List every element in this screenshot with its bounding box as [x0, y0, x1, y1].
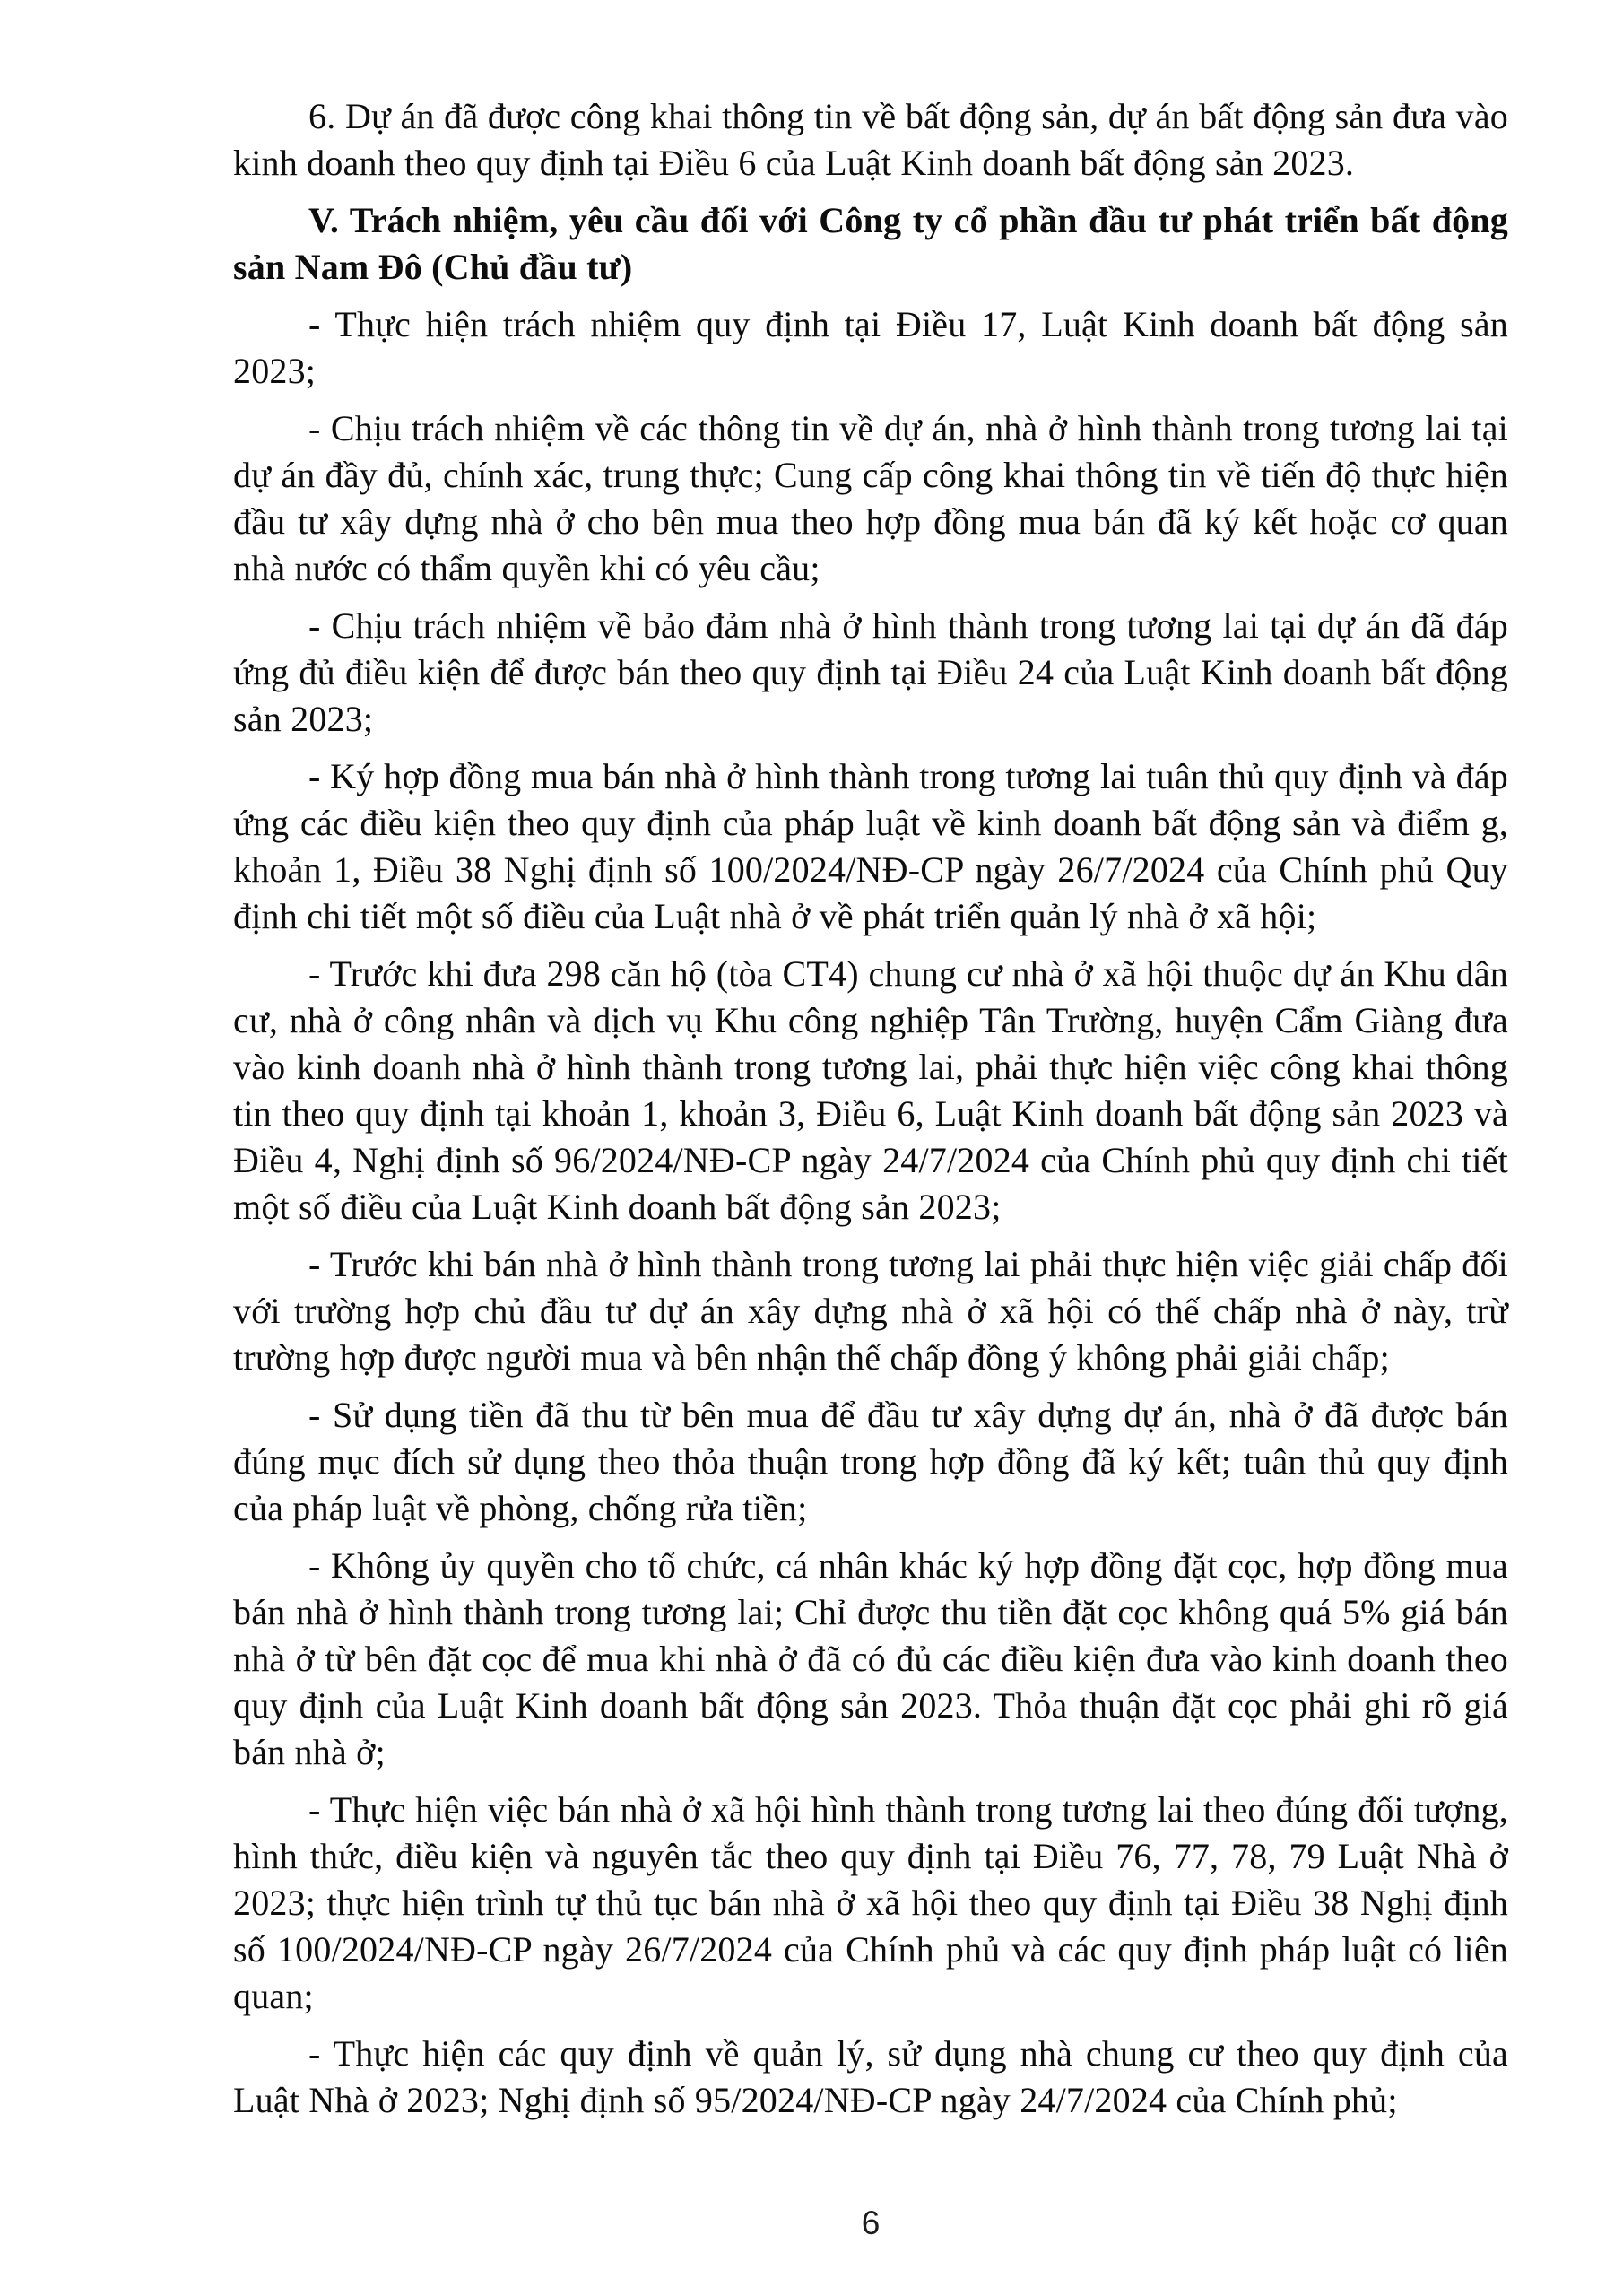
paragraph-ct4-apartments-disclosure: - Trước khi đưa 298 căn hộ (tòa CT4) chung cư nhà ở xã hội thuộc dự án Khu dân cư, nhà ở công nhân và dịch vụ Khu công nghiệp Tân Trường, huyện Cẩm Giàng đưa vào kinh doanh nhà ở hình thành trong tương lai, phải thực hiện việc công khai thông tin theo quy định tại khoản 1, khoản 3, Điều 6, Luật Kinh doanh bất động sản 2023 và Điều 4, Nghị định số 96/2024/NĐ-CP ngày 24/7/2024 của Chính phủ quy định chi tiết một số điều của Luật Kinh doanh bất động sản 2023; — [233, 953, 1508, 1227]
section-heading-responsibilities: V. Trách nhiệm, yêu cầu đối với Công ty cổ phần đầu tư phát triển bất động sản Nam Đô (Chủ đầu tư) — [233, 200, 1508, 287]
paragraph-article-24-guarantee: - Chịu trách nhiệm về bảo đảm nhà ở hình thành trong tương lai tại dự án đã đáp ứng đủ điều kiện để được bán theo quy định tại Điều 24 của Luật Kinh doanh bất động sản 2023; — [233, 605, 1508, 739]
paragraph-social-housing-sale-procedure: - Thực hiện việc bán nhà ở xã hội hình thành trong tương lai theo đúng đối tượng, hình thức, điều kiện và nguyên tắc theo quy định tại Điều 76, 77, 78, 79 Luật Nhà ở 2023; thực hiện trình tự thủ tục bán nhà ở xã hội theo quy định tại Điều 38 Nghị định số 100/2024/NĐ-CP ngày 26/7/2024 của Chính phủ và các quy định pháp luật có liên quan; — [233, 1789, 1508, 2016]
paragraph-project-disclosure: 6. Dự án đã được công khai thông tin về bất động sản, dự án bất động sản đưa vào kinh doanh theo quy định tại Điều 6 của Luật Kinh doanh bất động sản 2023. — [233, 96, 1508, 183]
paragraph-contract-conditions: - Ký hợp đồng mua bán nhà ở hình thành trong tương lai tuân thủ quy định và đáp ứng các điều kiện theo quy định của pháp luật về kinh doanh bất động sản và điểm g, khoản 1, Điều 38 Nghị định số 100/2024/NĐ-CP ngày 26/7/2024 của Chính phủ Quy định chi tiết một số điều của Luật nhà ở về phát triển quản lý nhà ở xã hội; — [233, 756, 1508, 936]
paragraph-mortgage-release: - Trước khi bán nhà ở hình thành trong tương lai phải thực hiện việc giải chấp đối với trường hợp chủ đầu tư dự án xây dựng nhà ở xã hội có thế chấp nhà ở này, trừ trường hợp được người mua và bên nhận thế chấp đồng ý không phải giải chấp; — [233, 1244, 1508, 1378]
page-footer — [233, 2205, 1508, 2242]
paragraph-article-17: - Thực hiện trách nhiệm quy định tại Điều 17, Luật Kinh doanh bất động sản 2023; — [233, 304, 1508, 391]
paragraph-apartment-management: - Thực hiện các quy định về quản lý, sử dụng nhà chung cư theo quy định của Luật Nhà ở 2023; Nghị định số 95/2024/NĐ-CP ngày 24/7/2024 của Chính phủ; — [233, 2033, 1508, 2120]
paragraph-information-accuracy: - Chịu trách nhiệm về các thông tin về dự án, nhà ở hình thành trong tương lai tại dự án đầy đủ, chính xác, trung thực; Cung cấp công khai thông tin về tiến độ thực hiện đầu tư xây dựng nhà ở cho bên mua theo hợp đồng mua bán đã ký kết hoặc cơ quan nhà nước có thẩm quyền khi có yêu cầu; — [233, 408, 1508, 588]
paragraph-use-of-funds: - Sử dụng tiền đã thu từ bên mua để đầu tư xây dựng dự án, nhà ở đã được bán đúng mục đích sử dụng theo thỏa thuận trong hợp đồng đã ký kết; tuân thủ quy định của pháp luật về phòng, chống rửa tiền; — [233, 1395, 1508, 1528]
paragraph-deposit-rules: - Không ủy quyền cho tổ chức, cá nhân khác ký hợp đồng đặt cọc, hợp đồng mua bán nhà ở hình thành trong tương lai; Chỉ được thu tiền đặt cọc không quá 5% giá bán nhà ở từ bên đặt cọc để mua khi nhà ở đã có đủ các điều kiện đưa vào kinh doanh theo quy định của Luật Kinh doanh bất động sản 2023. Thỏa thuận đặt cọc phải ghi rõ giá bán nhà ở; — [233, 1545, 1508, 1772]
page-number: 6 — [861, 2205, 881, 2241]
document-body — [233, 93, 1508, 2135]
